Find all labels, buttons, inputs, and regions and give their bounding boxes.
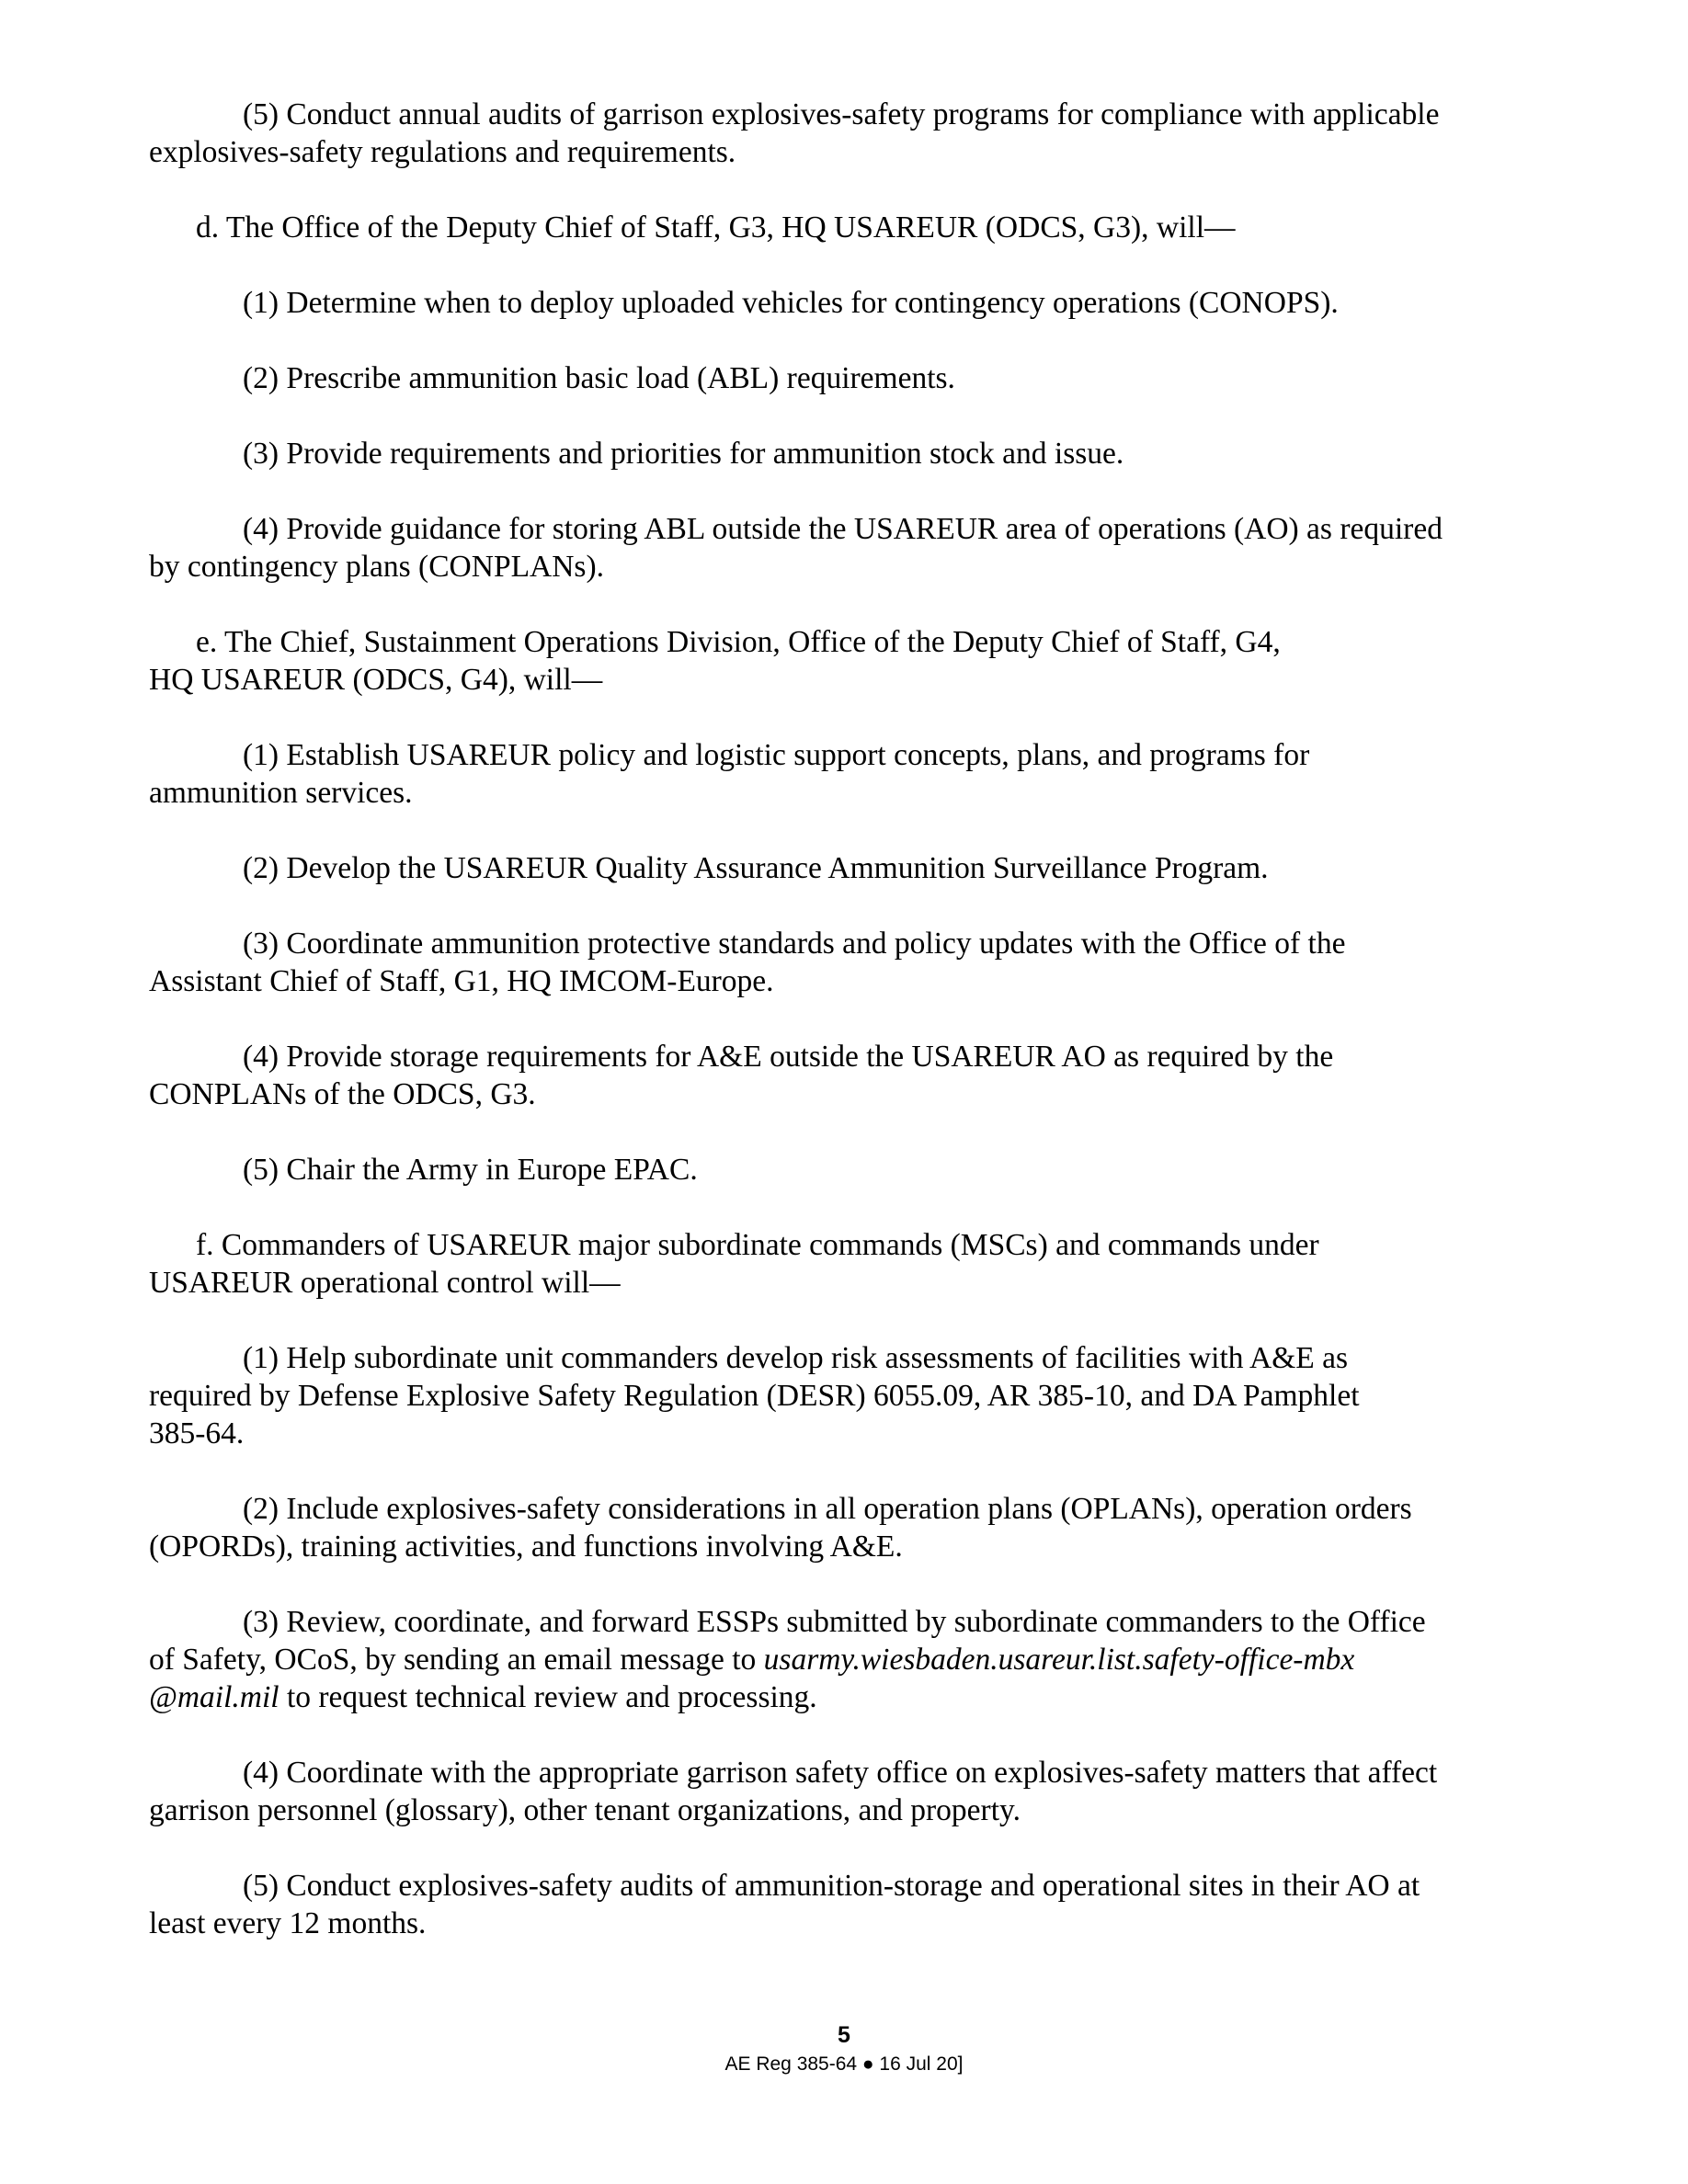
text-line: f. Commanders of USAREUR major subordinate commands (MSCs) and commands under xyxy=(196,1228,1319,1262)
text-line: (2) Include explosives-safety considerations in all operation plans (OPLANs), operation orders xyxy=(243,1492,1412,1526)
paragraph-d3 xyxy=(149,435,1546,472)
paragraph-e2 xyxy=(149,849,1546,887)
paragraph-e4 xyxy=(149,1038,1546,1113)
paragraph-d4 xyxy=(149,510,1546,586)
text-line: (3) Provide requirements and priorities for ammunition stock and issue. xyxy=(243,437,1124,471)
paragraph-e3 xyxy=(149,925,1546,1000)
paragraph-f1 xyxy=(149,1339,1546,1452)
text-line: d. The Office of the Deputy Chief of Staff, G3, HQ USAREUR (ODCS, G3), will— xyxy=(196,210,1236,245)
text-line: (1) Determine when to deploy uploaded vehicles for contingency operations (CONOPS). xyxy=(243,286,1339,320)
text-line: (2) Prescribe ammunition basic load (ABL) requirements. xyxy=(243,361,955,395)
text-line: (OPORDs), training activities, and functions involving A&E. xyxy=(149,1530,903,1564)
text-span: of Safety, OCoS, by sending an email message to xyxy=(149,1643,764,1677)
paragraph-e5 xyxy=(149,1151,1546,1189)
text-line: (3) Coordinate ammunition protective standards and policy updates with the Office of the xyxy=(243,927,1346,961)
text-line: (3) Review, coordinate, and forward ESSPs submitted by subordinate commanders to the Office xyxy=(243,1605,1426,1639)
text-line xyxy=(149,1641,1546,1678)
publication-footer: AE Reg 385-64 ● 16 Jul 20] xyxy=(724,2053,964,2075)
text-line: (4) Provide storage requirements for A&E outside the USAREUR AO as required by the xyxy=(243,1040,1334,1074)
text-line: garrison personnel (glossary), other tenant organizations, and property. xyxy=(149,1793,1021,1827)
paragraph-d1 xyxy=(149,284,1546,322)
text-line: (1) Help subordinate unit commanders develop risk assessments of facilities with A&E as xyxy=(243,1341,1349,1375)
text-line: (5) Conduct annual audits of garrison explosives-safety programs for compliance with applicable xyxy=(243,97,1440,131)
text-line: e. The Chief, Sustainment Operations Division, Office of the Deputy Chief of Staff, G4, xyxy=(196,625,1281,659)
text-line: required by Defense Explosive Safety Regulation (DESR) 6055.09, AR 385-10, and DA Pamphlet xyxy=(149,1379,1360,1413)
paragraph-d xyxy=(149,209,1546,246)
text-line: (2) Develop the USAREUR Quality Assurance Ammunition Surveillance Program. xyxy=(243,851,1269,885)
text-line: (5) Chair the Army in Europe EPAC. xyxy=(243,1153,698,1187)
text-line: by contingency plans (CONPLANs). xyxy=(149,550,604,584)
text-span: to request technical review and processing. xyxy=(279,1680,817,1714)
text-line: Assistant Chief of Staff, G1, HQ IMCOM-Europe. xyxy=(149,964,774,998)
text-line: 385-64. xyxy=(149,1416,245,1450)
paragraph-f3 xyxy=(149,1603,1546,1716)
text-line: USAREUR operational control will— xyxy=(149,1266,621,1300)
paragraph-f xyxy=(149,1226,1546,1302)
paragraph-f2 xyxy=(149,1490,1546,1565)
page-number: 5 xyxy=(838,2022,850,2048)
document-body xyxy=(149,96,1546,1980)
text-line xyxy=(149,1678,1546,1716)
text-line: explosives-safety regulations and requirements. xyxy=(149,135,736,169)
text-line: HQ USAREUR (ODCS, G4), will— xyxy=(149,663,603,697)
paragraph-e1 xyxy=(149,736,1546,812)
text-line: least every 12 months. xyxy=(149,1906,427,1940)
email-address-link-continued[interactable]: @mail.mil xyxy=(149,1680,279,1714)
text-line: (4) Provide guidance for storing ABL outside the USAREUR area of operations (AO) as required xyxy=(243,512,1443,546)
text-line: CONPLANs of the ODCS, G3. xyxy=(149,1077,536,1111)
paragraph-f5 xyxy=(149,1867,1546,1942)
text-line: (5) Conduct explosives-safety audits of ammunition-storage and operational sites in their AO at xyxy=(243,1869,1420,1903)
email-address-link[interactable]: usarmy.wiesbaden.usareur.list.safety-office-mbx xyxy=(763,1643,1355,1677)
paragraph-c5 xyxy=(149,96,1546,171)
text-line: (4) Coordinate with the appropriate garrison safety office on explosives-safety matters that affect xyxy=(243,1756,1438,1790)
text-line: ammunition services. xyxy=(149,776,413,810)
paragraph-f4 xyxy=(149,1754,1546,1829)
paragraph-d2 xyxy=(149,359,1546,397)
paragraph-e xyxy=(149,623,1546,699)
text-line: (1) Establish USAREUR policy and logistic support concepts, plans, and programs for xyxy=(243,738,1310,772)
